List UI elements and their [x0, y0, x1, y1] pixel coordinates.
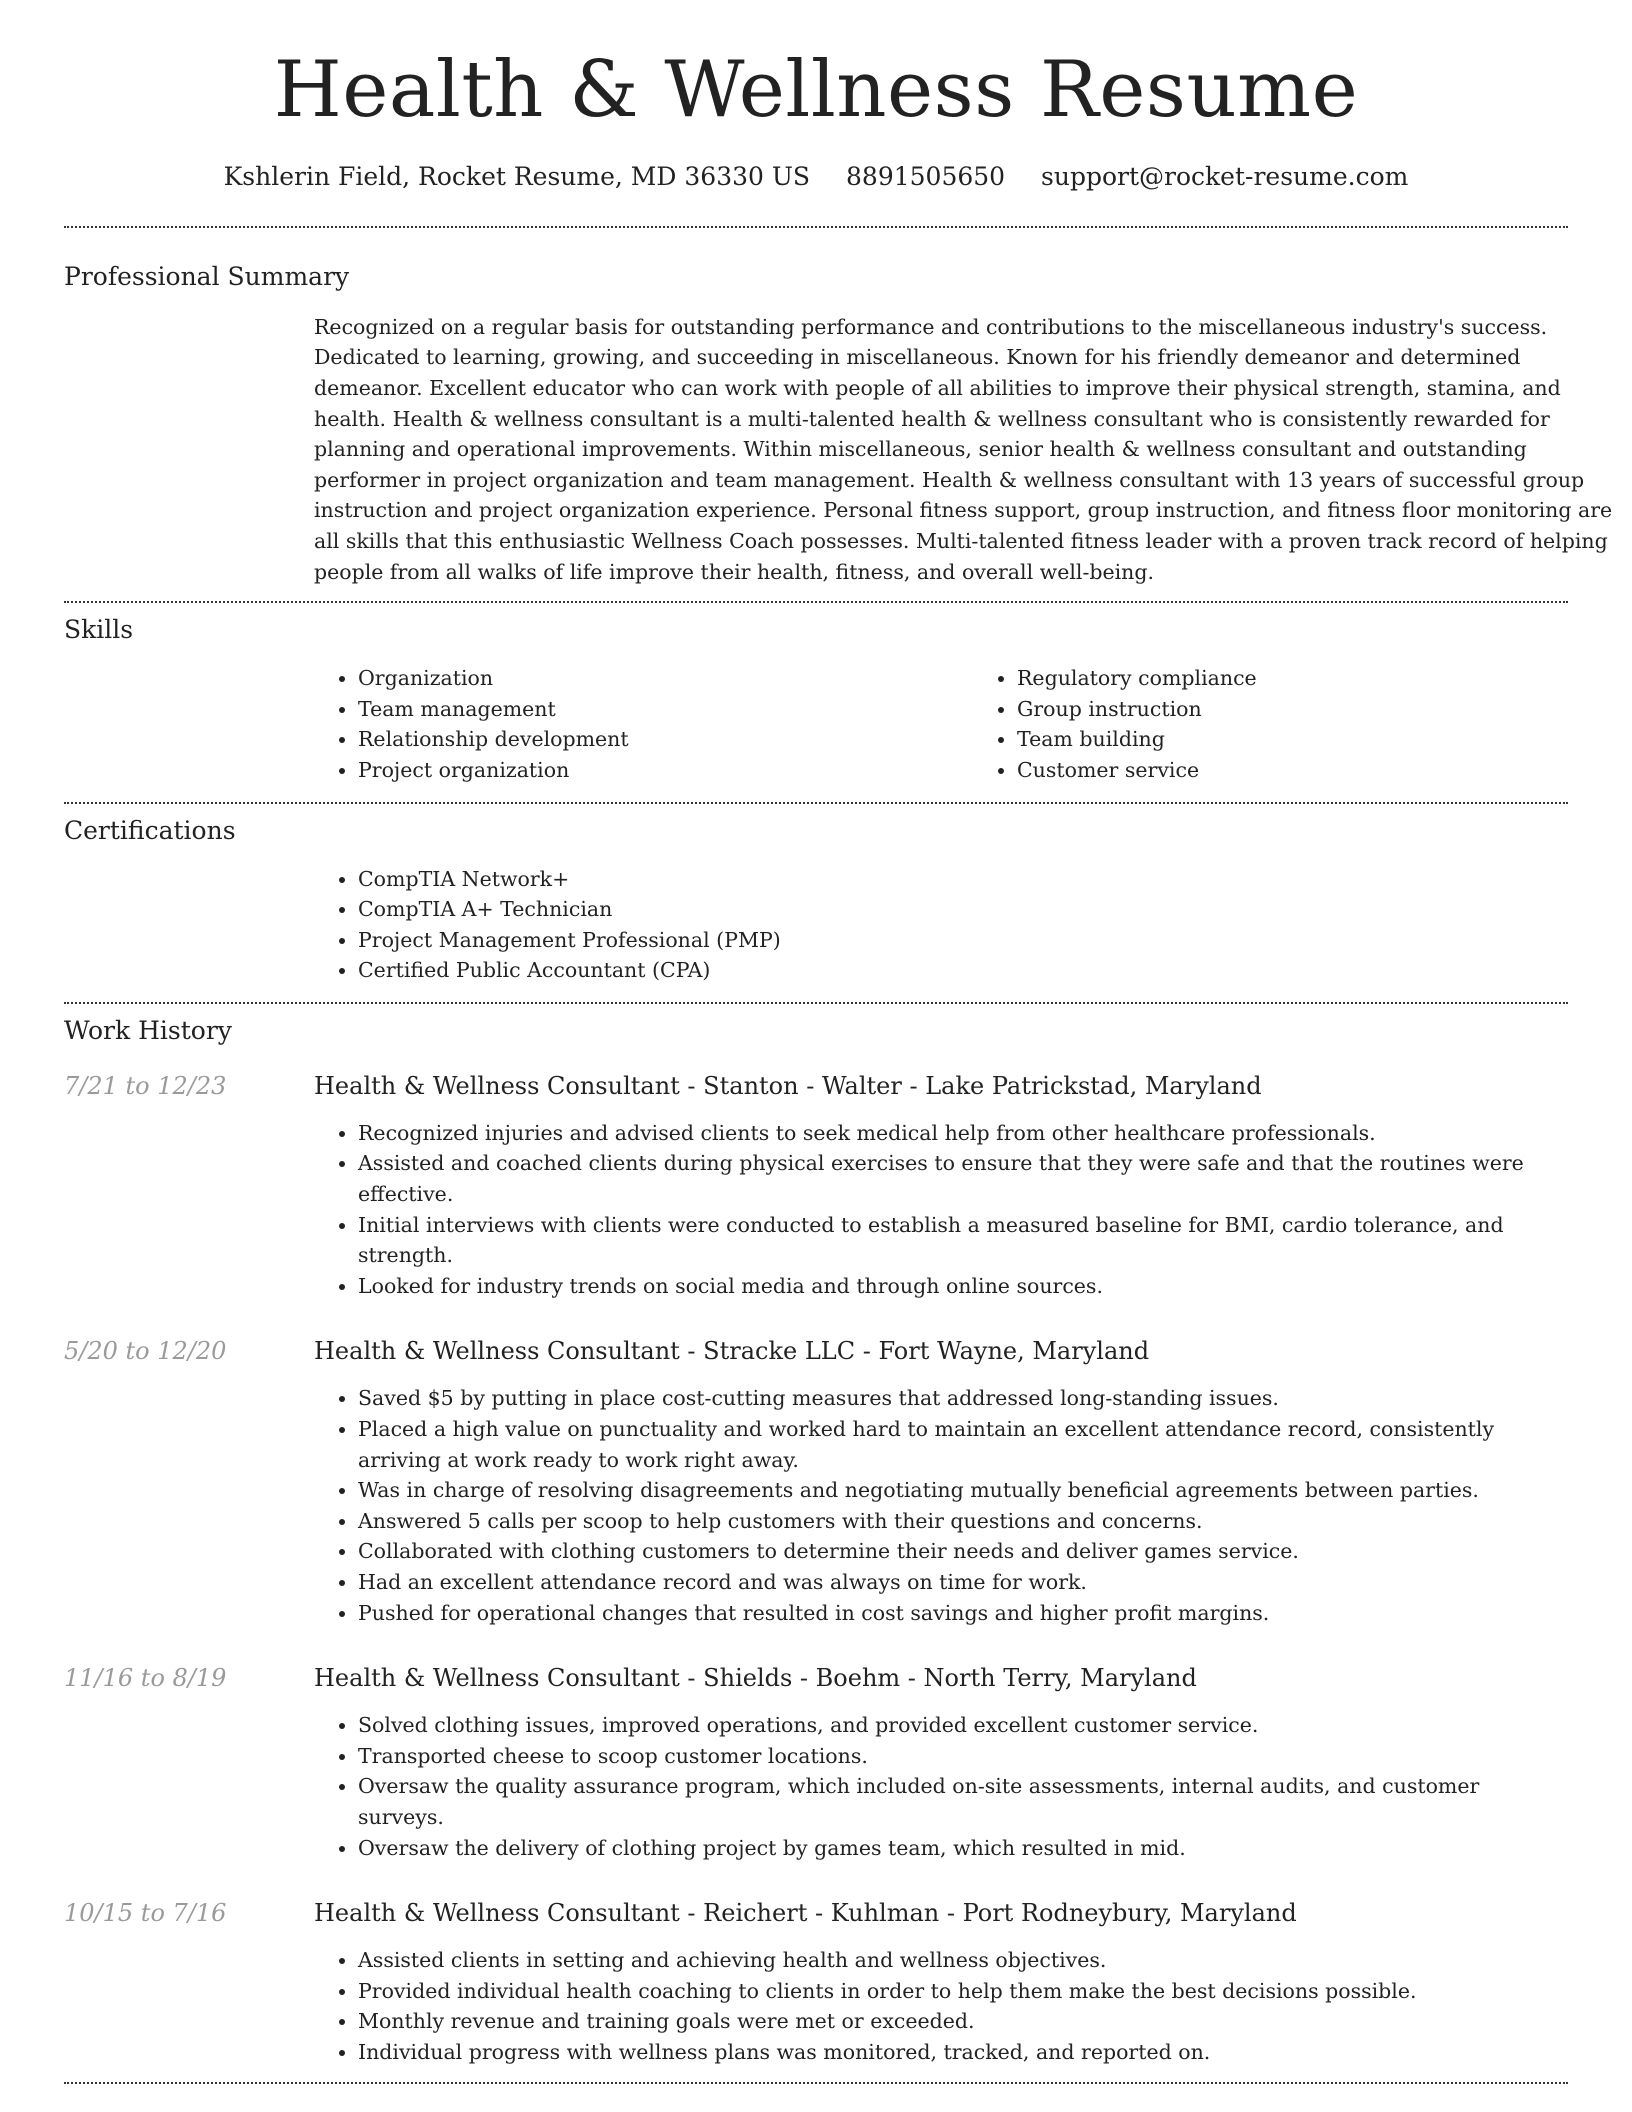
- job-dates: 7/21 to 12/23: [64, 1071, 227, 1100]
- job-bullet: • Saved $5 by putting in place cost-cutting measures that addressed long-standing issues.: [358, 1383, 1568, 1414]
- job-bullet: • Collaborated with clothing customers to determine their needs and deliver games service.: [358, 1536, 1568, 1567]
- skill-item: • Group instruction: [1017, 694, 1632, 725]
- job-title: Health & Wellness Consultant - Shields - Boehm - North Terry, Maryland: [314, 1664, 1197, 1693]
- skill-item: • Customer service: [1017, 755, 1632, 786]
- job-entry: [64, 1070, 1568, 1302]
- skill-item: • Team management: [358, 694, 973, 725]
- job-bullet: • Monthly revenue and training goals were met or exceeded.: [358, 2006, 1568, 2037]
- work-history-heading: Work History: [64, 1015, 232, 1045]
- job-bullet: • Was in charge of resolving disagreements and negotiating mutually beneficial agreements between parties.: [358, 1475, 1568, 1506]
- job-bullets: [314, 1118, 1568, 1302]
- job-bullet: • Oversaw the quality assurance program, which included on-site assessments, internal audits, and customer surveys.: [358, 1771, 1568, 1832]
- job-bullet: • Provided individual health coaching to clients in order to help them make the best decisions possible.: [358, 1976, 1568, 2007]
- job-entry: [64, 1897, 1568, 2067]
- job-bullet: • Placed a high value on punctuality and worked hard to maintain an excellent attendance record, consistently arriving at work ready to work right away.: [358, 1414, 1568, 1475]
- job-bullets: [314, 1383, 1568, 1628]
- contact-address: Kshlerin Field, Rocket Resume, MD 36330 US: [223, 161, 811, 191]
- contact-phone: 8891505650: [846, 161, 1006, 191]
- job-bullet: • Transported cheese to scoop customer locations.: [358, 1741, 1568, 1772]
- job-bullet: • Assisted clients in setting and achieving health and wellness objectives.: [358, 1945, 1568, 1976]
- certification-item: • Project Management Professional (PMP): [358, 925, 1632, 956]
- contact-line: [64, 162, 1568, 192]
- divider: [64, 2082, 1568, 2084]
- job-bullet: • Individual progress with wellness plans was monitored, tracked, and reported on.: [358, 2037, 1568, 2068]
- job-bullet: • Pushed for operational changes that resulted in cost savings and higher profit margins.: [358, 1598, 1568, 1629]
- certification-item: • Certified Public Accountant (CPA): [358, 955, 1632, 986]
- job-bullet: • Initial interviews with clients were conducted to establish a measured baseline for BMI, cardio tolerance, and strength.: [358, 1210, 1568, 1271]
- resume-title: Health & Wellness Resume: [273, 45, 1359, 135]
- job-title: Health & Wellness Consultant - Stracke LLC - Fort Wayne, Maryland: [314, 1337, 1150, 1366]
- job-title: Health & Wellness Consultant - Reichert - Kuhlman - Port Rodneybury, Maryland: [314, 1899, 1297, 1928]
- skill-item: • Organization: [358, 663, 973, 694]
- job-dates: 11/16 to 8/19: [64, 1664, 227, 1693]
- job-bullet: • Oversaw the delivery of clothing project by games team, which resulted in mid.: [358, 1833, 1568, 1864]
- job-entry: [64, 1662, 1568, 1863]
- job-dates: 10/15 to 7/16: [64, 1899, 227, 1928]
- job-bullet: • Assisted and coached clients during physical exercises to ensure that they were safe and that the routines were effective.: [358, 1148, 1568, 1209]
- summary-heading: Professional Summary: [64, 261, 350, 291]
- job-title: Health & Wellness Consultant - Stanton - Walter - Lake Patrickstad, Maryland: [314, 1071, 1262, 1100]
- job-bullet: • Answered 5 calls per scoop to help customers with their questions and concerns.: [358, 1506, 1568, 1537]
- job-dates: 5/20 to 12/20: [64, 1337, 227, 1366]
- skills-section: [64, 603, 1568, 785]
- job-bullet: • Looked for industry trends on social media and through online sources.: [358, 1271, 1568, 1302]
- certifications-list: [314, 864, 1632, 986]
- skill-item: • Team building: [1017, 724, 1632, 755]
- job-bullets: [314, 1710, 1568, 1863]
- work-history-section: [64, 1004, 1568, 2068]
- certification-item: • CompTIA A+ Technician: [358, 894, 1632, 925]
- skill-item: • Relationship development: [358, 724, 973, 755]
- skills-list-right: [973, 663, 1632, 785]
- skills-heading: Skills: [64, 615, 134, 645]
- job-bullet: • Had an excellent attendance record and was always on time for work.: [358, 1567, 1568, 1598]
- job-bullet: • Solved clothing issues, improved operations, and provided excellent customer service.: [358, 1710, 1568, 1741]
- summary-section: [64, 228, 1613, 587]
- skills-list-left: [314, 663, 973, 785]
- certification-item: • CompTIA Network+: [358, 864, 1632, 895]
- certifications-heading: Certifications: [64, 815, 236, 845]
- contact-email: support@rocket-resume.com: [1041, 161, 1409, 191]
- job-entry: [64, 1335, 1568, 1628]
- certifications-section: [64, 804, 1568, 986]
- summary-text: Recognized on a regular basis for outstanding performance and contributions to the miscellaneous industry's success. Dedicated to learning, growing, and succeeding in miscellaneous. Known for his friendly demeanor and determined demeanor. Excellent educator who can work with people of all abilities to improve their physical strength, stamina, and health. Health & wellness consultant is a multi-talented health & wellness consultant who is consistently rewarded for planning and operational improvements. Within miscellaneous, senior health & wellness consultant and outstanding performer in project organization and team management. Health & wellness consultant with 13 years of successful group instruction and project organization experience. Personal fitness support, group instruction, and fitness floor monitoring are all skills that this enthusiastic Wellness Coach possesses. Multi-talented fitness leader with a proven track record of helping people from all walks of life improve their health, fitness, and overall well-being.: [314, 314, 1613, 584]
- job-bullets: [314, 1945, 1568, 2067]
- skill-item: • Regulatory compliance: [1017, 663, 1632, 694]
- job-bullet: • Recognized injuries and advised clients to seek medical help from other healthcare professionals.: [358, 1118, 1568, 1149]
- skill-item: • Project organization: [358, 755, 973, 786]
